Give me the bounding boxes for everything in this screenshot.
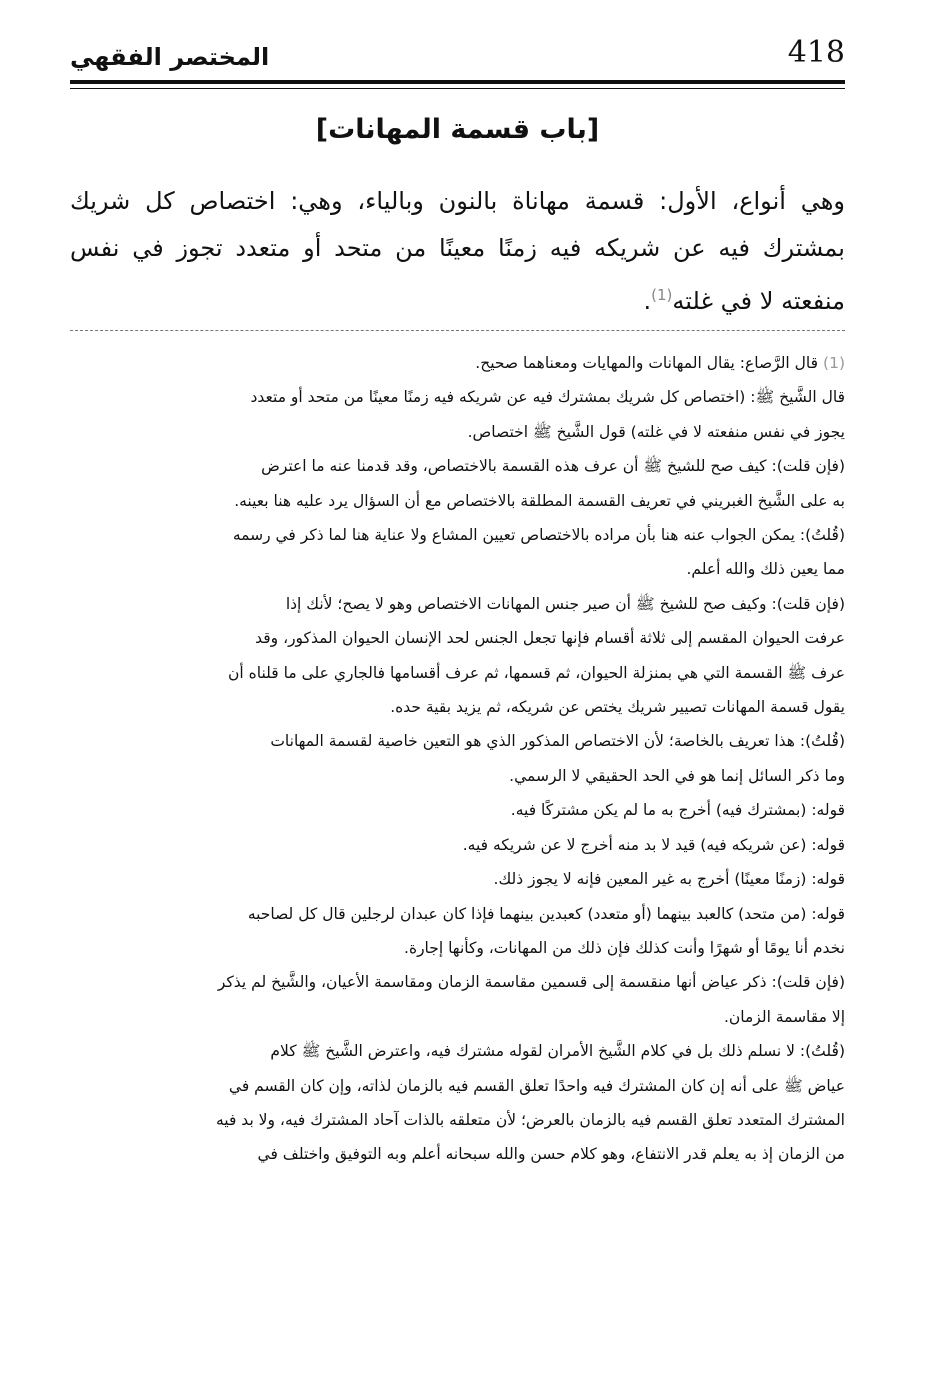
footnote-line: عياض ﷺ على أنه إن كان المشترك فيه واحدًا تعلق القسم فيه بالزمان لذاته، وإن كان القسم في [228,1076,845,1095]
footnote-line: يجوز في نفس منفعته لا في غلته) قول الشَّيخ ﷺ اختصاص. [467,422,845,441]
footnote-marker: (1) [823,354,845,372]
footnote-line: يقول قسمة المهانات تصيير شريك يختص عن شريكه، ثم يزيد بقية حده. [390,698,845,717]
main-paragraph-end-mark: . [643,287,652,315]
footnote-line [70,346,845,380]
footnote-line: من الزمان إذ به يعلم قدر الانتفاع، وهو كلام حسن والله سبحانه أعلم وبه التوفيق واختلف في [257,1145,845,1164]
page-number: 418 [787,35,845,70]
running-header [70,30,845,80]
main-paragraph-text: وهي أنواع، الأول: قسمة مهاناة بالنون وبالياء، وهي: اختصاص كل شريك بمشترك فيه عن شريكه فيه زمنًا معينًا من متحد أو متعدد تجوز في نفس منفعته لا في غلته [70,187,845,315]
footnote-line: إلا مقاسمة الزمان. [723,1007,845,1026]
footnote-line: وما ذكر السائل إنما هو في الحد الحقيقي لا الرسمي. [509,766,845,785]
footnote-line: به على الشَّيخ الغبريني في تعريف القسمة المطلقة بالاختصاص مع أن السؤال يرد عليه هنا بعينه. [234,491,845,510]
footnote-line: (قُلتُ): يمكن الجواب عنه هنا بأن مراده بالاختصاص تعيين المشاع ولا عناية هنا لما ذكر في رسمه [232,526,845,545]
header-rule-thin [70,88,845,89]
footnote-line: قوله: (من متحد) كالعبد بينهما (أو متعدد) كعبدين بينهما فإذا كان عبدان لرجلين قال كل لصاحبه [247,904,845,923]
footnote-line: عرفت الحيوان المقسم إلى ثلاثة أقسام فإنها تجعل الجنس لحد الإنسان الحيوان المذكور، وقد [255,629,845,648]
footnote-separator [70,330,845,331]
footnote-line: قال الشَّيخ ﷺ: (اختصاص كل شريك بمشترك فيه عن شريكه فيه زمنًا معينًا من متحد أو متعدد [250,388,845,407]
footnote-line: (فإن قلت): وكيف صح للشيخ ﷺ أن صير جنس المهانات الاختصاص وهو لا يصح؛ لأنك إذا [285,594,845,613]
footnote-line: (فإن قلت): كيف صح للشيخ ﷺ أن عرف هذه القسمة بالاختصاص، وقد قدمنا عنه ما اعترض [261,457,845,476]
footnote-line-text: قال الرَّصاع: يقال المهانات والمهايات ومعناهما صحيح. [475,354,819,372]
footnote-line: (قُلتُ): هذا تعريف بالخاصة؛ لأن الاختصاص المذكور الذي هو التعين خاصية لقسمة المهانات [270,732,845,751]
footnote-line: قوله: (زمنًا معينًا) أخرج به غير المعين فإنه لا يجوز ذلك. [493,870,845,889]
footnote-reference: (1) [651,286,673,304]
footnote-line: (قُلتُ): لا نسلم ذلك بل في كلام الشَّيخ الأمران لقوله مشترك فيه، واعترض الشَّيخ ﷺ كلام [270,1042,845,1061]
chapter-title: [باب قسمة المهانات] [315,114,600,145]
footnote-line: مما يعين ذلك والله أعلم. [686,560,845,579]
footnote-line: عرف ﷺ القسمة التي هي بمنزلة الحيوان، ثم قسمها، ثم عرف أقسامها فالجاري على ما قلناه أن [228,663,845,682]
footnote-line: (فإن قلت): ذكر عياض أنها منقسمة إلى قسمين مقاسمة الزمان ومقاسمة الأعيان، والشَّيخ لم يذكر [217,973,845,992]
footnote-line: قوله: (بمشترك فيه) أخرج به ما لم يكن مشتركًا فيه. [510,801,845,820]
footnotes-section [70,346,845,1172]
footnote-line: نخدم أنا يومًا أو شهرًا وأنت كذلك فإن ذلك من المهانات، وكأنها إجارة. [404,938,845,957]
book-title: المختصر الفقهي [70,43,270,71]
header-rule-thick [70,80,845,84]
main-paragraph [70,178,845,325]
footnote-line: قوله: (عن شريكه فيه) قيد لا بد منه أخرج لا عن شريكه فيه. [462,835,845,854]
footnote-line: المشترك المتعدد تعلق القسم فيه بالزمان بالعرض؛ لأن متعلقه بالذات آحاد المشترك فيه، ولا بد فيه [215,1110,845,1129]
